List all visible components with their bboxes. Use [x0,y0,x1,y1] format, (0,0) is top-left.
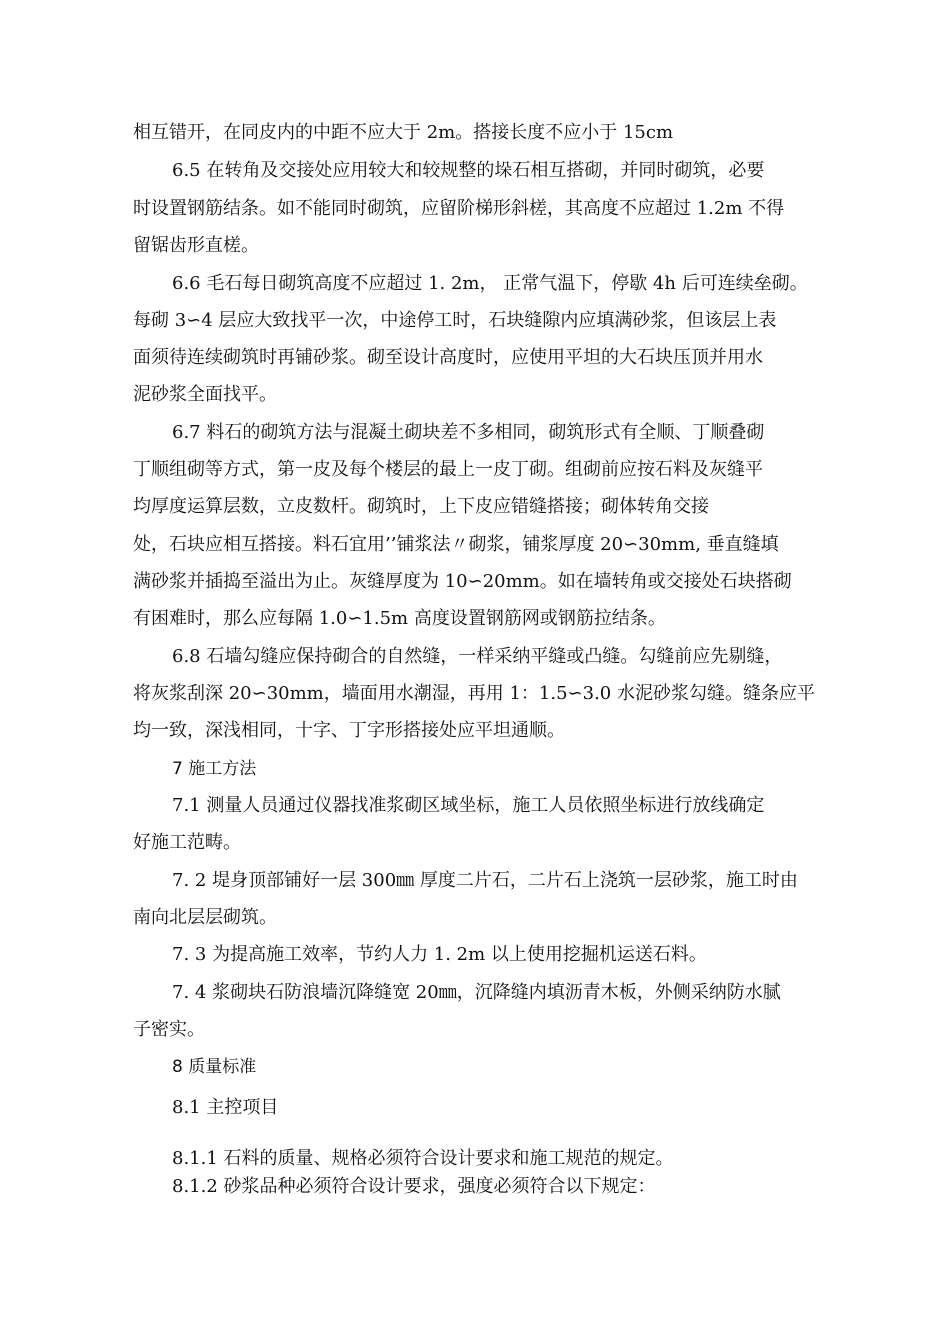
text-line: 子密实。 [133,1019,205,1040]
text-line: 7.1 测量人员通过仪器找准浆砌区域坐标，施工人员依照坐标进行放线确定 [172,795,765,816]
text-line: 南向北层层砌筑。 [133,907,277,928]
text-line: 相互错开，在同皮内的中距不应大于 2m。搭接长度不应小于 15cm [133,122,674,143]
text-line: 8.1.1 石料的质量、规格必须符合设计要求和施工规范的规定。 [172,1148,674,1169]
text-line: 均一致，深浅相同，十字、丁字形搭接处应平坦通顺。 [133,720,565,741]
text-line: 7. 4 浆砌块石防浪墙沉降缝宽 20㎜，沉降缝内填沥青木板，外侧采纳防水腻 [172,982,781,1003]
text-line: 7. 3 为提高施工效率，节约人力 1. 2m 以上使用挖掘机运送石料。 [172,944,707,965]
text-line: 将灰浆刮深 20∽30mm，墙面用水潮湿，再用 1：1.5∽3.0 水泥砂浆勾缝。缝条应平 [133,683,815,704]
text-line: 丁顺组砌等方式，第一皮及每个楼层的最上一皮丁砌。组砌前应按石料及灰缝平 [133,459,763,480]
text-line: 泥砂浆全面找平。 [133,384,277,405]
text-line: 好施工范畴。 [133,832,241,853]
section-heading: 7 施工方法 [172,759,257,779]
text-line: 满砂浆并插捣至溢出为止。灰缝厚度为 10∽20mm。如在墙转角或交接处石块搭砌 [133,571,792,592]
text-line: 6.5 在转角及交接处应用较大和较规整的垛石相互搭砌，并同时砌筑，必要 [172,160,765,181]
text-line: 7. 2 堤身顶部铺好一层 300㎜ 厚度二片石，二片石上浇筑一层砂浆，施工时由 [172,870,798,891]
text-line: 留锯齿形直槎。 [133,235,259,256]
text-line: 8.1.2 砂浆品种必须符合设计要求，强度必须符合以下规定： [172,1176,656,1197]
text-line: 面须待连续砌筑时再铺砂浆。砌至设计高度时，应使用平坦的大石块压顶并用水 [133,347,763,368]
subsection-heading: 8.1 主控项目 [172,1097,279,1118]
section-heading: 8 质量标准 [172,1057,257,1077]
text-line: 6.6 毛石每日砌筑高度不应超过 1. 2m， 正常气温下，停歇 4h 后可连续垒砌。 [172,273,808,294]
text-line: 有困难时，那么应每隔 1.0∽1.5m 高度设置钢筋网或钢筋拉结条。 [133,608,666,629]
text-line: 均厚度运算层数，立皮数杆。砌筑时，上下皮应错缝搭接；砌体转角交接 [133,496,709,517]
text-line: 时设置钢筋结条。如不能同时砌筑，应留阶梯形斜槎，其高度不应超过 1.2m 不得 [133,198,785,219]
text-line: 每砌 3∽4 层应大致找平一次，中途停工时，石块缝隙内应填满砂浆，但该层上表 [133,310,777,331]
text-line: 6.7 料石的砌筑方法与混凝土砌块差不多相同，砌筑形式有全顺、丁顺叠砌 [172,422,765,443]
text-line: 6.8 石墙勾缝应保持砌合的自然缝，一样采纳平缝或凸缝。勾缝前应先剔缝， [172,646,783,667]
text-line: 处，石块应相互搭接。料石宜用’’铺浆法〃砌浆，铺浆厚度 20∽30mm, 垂直缝填 [133,534,779,555]
